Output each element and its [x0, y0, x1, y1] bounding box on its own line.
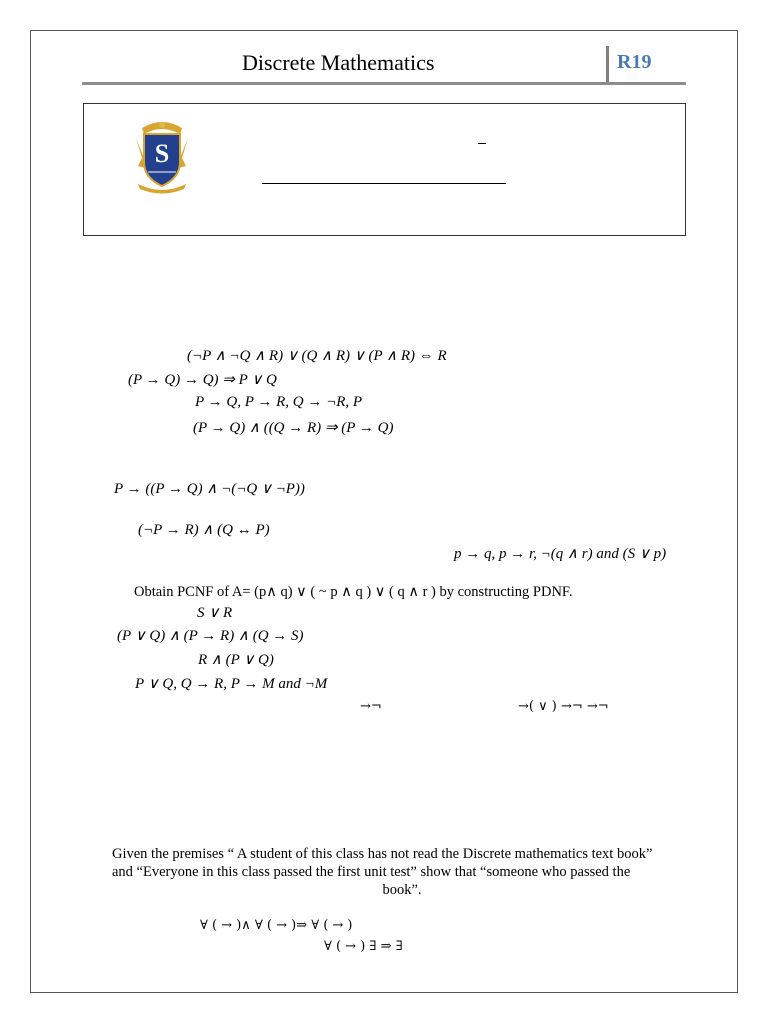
expression-11: P ∨ Q, Q → R, P → M and ¬M	[135, 676, 328, 692]
expression-2: (P → Q) → Q) ⇒ P ∨ Q	[128, 372, 277, 388]
expression-3: P → Q, P → R, Q → ¬R, P	[195, 394, 363, 410]
premises-line-2: and “Everyone in this class passed the first unit test” show that “someone who passed the	[112, 864, 631, 880]
expression-6: (¬P → R) ∧ (Q ↔ P)	[138, 522, 270, 538]
course-code: R19	[617, 51, 652, 73]
expression-8: S ∨ R	[197, 605, 233, 621]
expression-9: (P ∨ Q) ∧ (P → R) ∧ (Q → S)	[117, 628, 304, 644]
pcnf-question: Obtain PCNF of A= (p∧ q) ∨ ( ~ p ∧ q ) ∨ ( q ∧ r ) by constructing PDNF.	[134, 584, 573, 600]
premises-paragraph	[112, 845, 692, 899]
premises-line-1: Given the premises “ A student of this class has not read the Discrete mathematics text book”	[112, 846, 653, 862]
expression-10: R ∧ (P ∨ Q)	[198, 652, 274, 668]
symbol-fragment-2: →( ∨ ) →¬ →¬	[518, 699, 609, 714]
logo-box-dash	[478, 143, 486, 144]
quantifier-line-2: ∀ ( → ) ∃ ⇒ ∃	[324, 939, 403, 954]
symbol-fragment-1: →¬	[360, 699, 382, 714]
page-title: Discrete Mathematics	[242, 50, 435, 75]
logo-box-underline	[262, 183, 506, 184]
expression-5: P → ((P → Q) ∧ ¬(¬Q ∨ ¬P))	[114, 481, 305, 497]
premises-line-3: book”.	[382, 882, 422, 898]
quantifier-line-1: ∀ ( → )∧ ∀ ( → )⇒ ∀ ( → )	[200, 918, 353, 933]
header-rule	[82, 82, 686, 85]
university-crest-icon	[128, 118, 196, 194]
expression-7: p → q, p → r, ¬(q ∧ r) and (S ∨ p)	[454, 546, 667, 562]
svg-text:S: S	[154, 139, 170, 168]
expression-4: (P → Q) ∧ ((Q → R) ⇒ (P → Q)	[193, 420, 394, 436]
header-separator	[606, 46, 609, 84]
expression-1: (¬P ∧ ¬Q ∧ R) ∨ (Q ∧ R) ∨ (P ∧ R) ⇔ R	[187, 348, 447, 364]
